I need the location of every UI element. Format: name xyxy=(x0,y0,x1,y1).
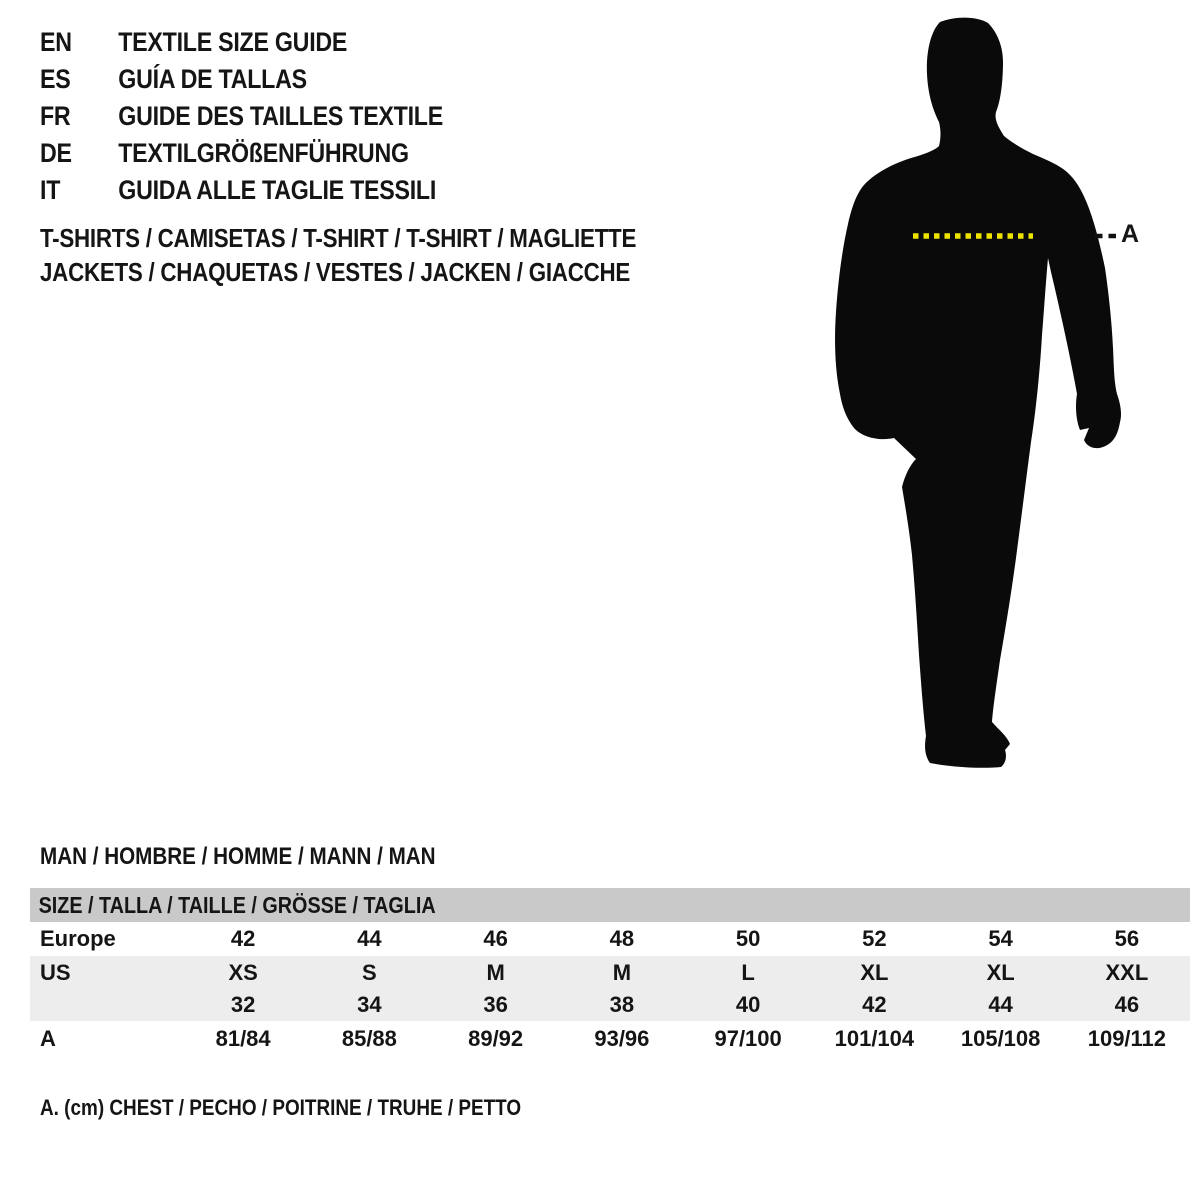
language-row xyxy=(40,98,443,135)
language-code: FR xyxy=(40,101,71,131)
size-value: 97/100 xyxy=(714,1026,782,1051)
language-label: GUIDE DES TAILLES TEXTILE xyxy=(118,101,443,131)
category-list xyxy=(40,221,636,289)
size-value: S xyxy=(362,959,377,985)
language-label: GUÍA DE TALLAS xyxy=(118,64,307,94)
table-row-europe xyxy=(30,922,1190,956)
size-value: 44 xyxy=(988,992,1013,1017)
language-row xyxy=(40,61,443,98)
size-value: XXL xyxy=(1105,959,1149,985)
language-code: ES xyxy=(40,64,71,94)
size-value: 36 xyxy=(483,992,508,1017)
size-table xyxy=(30,888,1190,1057)
category-line-jackets: JACKETS / CHAQUETAS / VESTES / JACKEN / GIACCHE xyxy=(40,257,631,287)
language-code: EN xyxy=(40,27,72,57)
language-row xyxy=(40,24,443,61)
size-value: 38 xyxy=(609,992,635,1017)
language-label: TEXTILGRÖßENFÜHRUNG xyxy=(118,138,409,168)
row-label: Europe xyxy=(40,926,116,951)
size-value: 52 xyxy=(862,926,887,951)
size-value: 81/84 xyxy=(215,1026,271,1051)
size-value: XL xyxy=(860,959,889,985)
size-value: 32 xyxy=(230,992,256,1017)
man-silhouette xyxy=(815,10,1125,780)
category-line-tshirts: T-SHIRTS / CAMISETAS / T-SHIRT / T-SHIRT / MAGLIETTE xyxy=(40,223,637,253)
size-value: M xyxy=(612,959,632,985)
size-value: 40 xyxy=(735,992,761,1017)
size-value: 42 xyxy=(230,926,256,951)
size-value: 56 xyxy=(1114,926,1140,951)
size-value: 93/96 xyxy=(594,1026,650,1051)
language-code: DE xyxy=(40,138,72,168)
language-label: GUIDA ALLE TAGLIE TESSILI xyxy=(118,175,437,205)
size-value: XS xyxy=(228,959,258,985)
size-value: 54 xyxy=(988,926,1013,951)
measure-label-a: A xyxy=(1121,220,1140,248)
size-value: 109/112 xyxy=(1087,1026,1167,1051)
man-silhouette-body xyxy=(835,18,1121,768)
language-list xyxy=(40,24,443,209)
size-value: 101/104 xyxy=(834,1026,915,1051)
size-value: 44 xyxy=(357,926,382,951)
size-value: 105/108 xyxy=(960,1026,1041,1051)
size-value: 85/88 xyxy=(341,1026,397,1051)
footnote-measure-a: A. (cm) CHEST / PECHO / POITRINE / TRUHE / PETTO xyxy=(40,1095,522,1120)
size-value: 46 xyxy=(1114,992,1140,1017)
size-value: L xyxy=(741,959,755,985)
table-row-us-numeric xyxy=(30,989,1190,1021)
language-code: IT xyxy=(40,175,61,205)
size-table-header-label: SIZE / TALLA / TAILLE / GRÖSSE / TAGLIA xyxy=(38,892,436,918)
row-label: A xyxy=(40,1026,56,1051)
language-row xyxy=(40,172,443,209)
size-table-header xyxy=(30,888,1190,922)
size-value: 46 xyxy=(483,926,508,951)
table-row-chest xyxy=(30,1021,1190,1057)
size-value: M xyxy=(486,959,505,985)
size-value: 89/92 xyxy=(468,1026,524,1051)
table-row-us xyxy=(30,956,1190,989)
language-row xyxy=(40,135,443,172)
language-label: TEXTILE SIZE GUIDE xyxy=(118,27,348,57)
section-title: MAN / HOMBRE / HOMME / MANN / MAN xyxy=(40,843,436,870)
size-value: 50 xyxy=(735,926,761,951)
size-value: 34 xyxy=(357,992,382,1017)
row-label: US xyxy=(40,959,71,985)
size-value: 48 xyxy=(609,926,635,951)
size-value: 42 xyxy=(862,992,887,1017)
size-value: XL xyxy=(986,959,1015,985)
